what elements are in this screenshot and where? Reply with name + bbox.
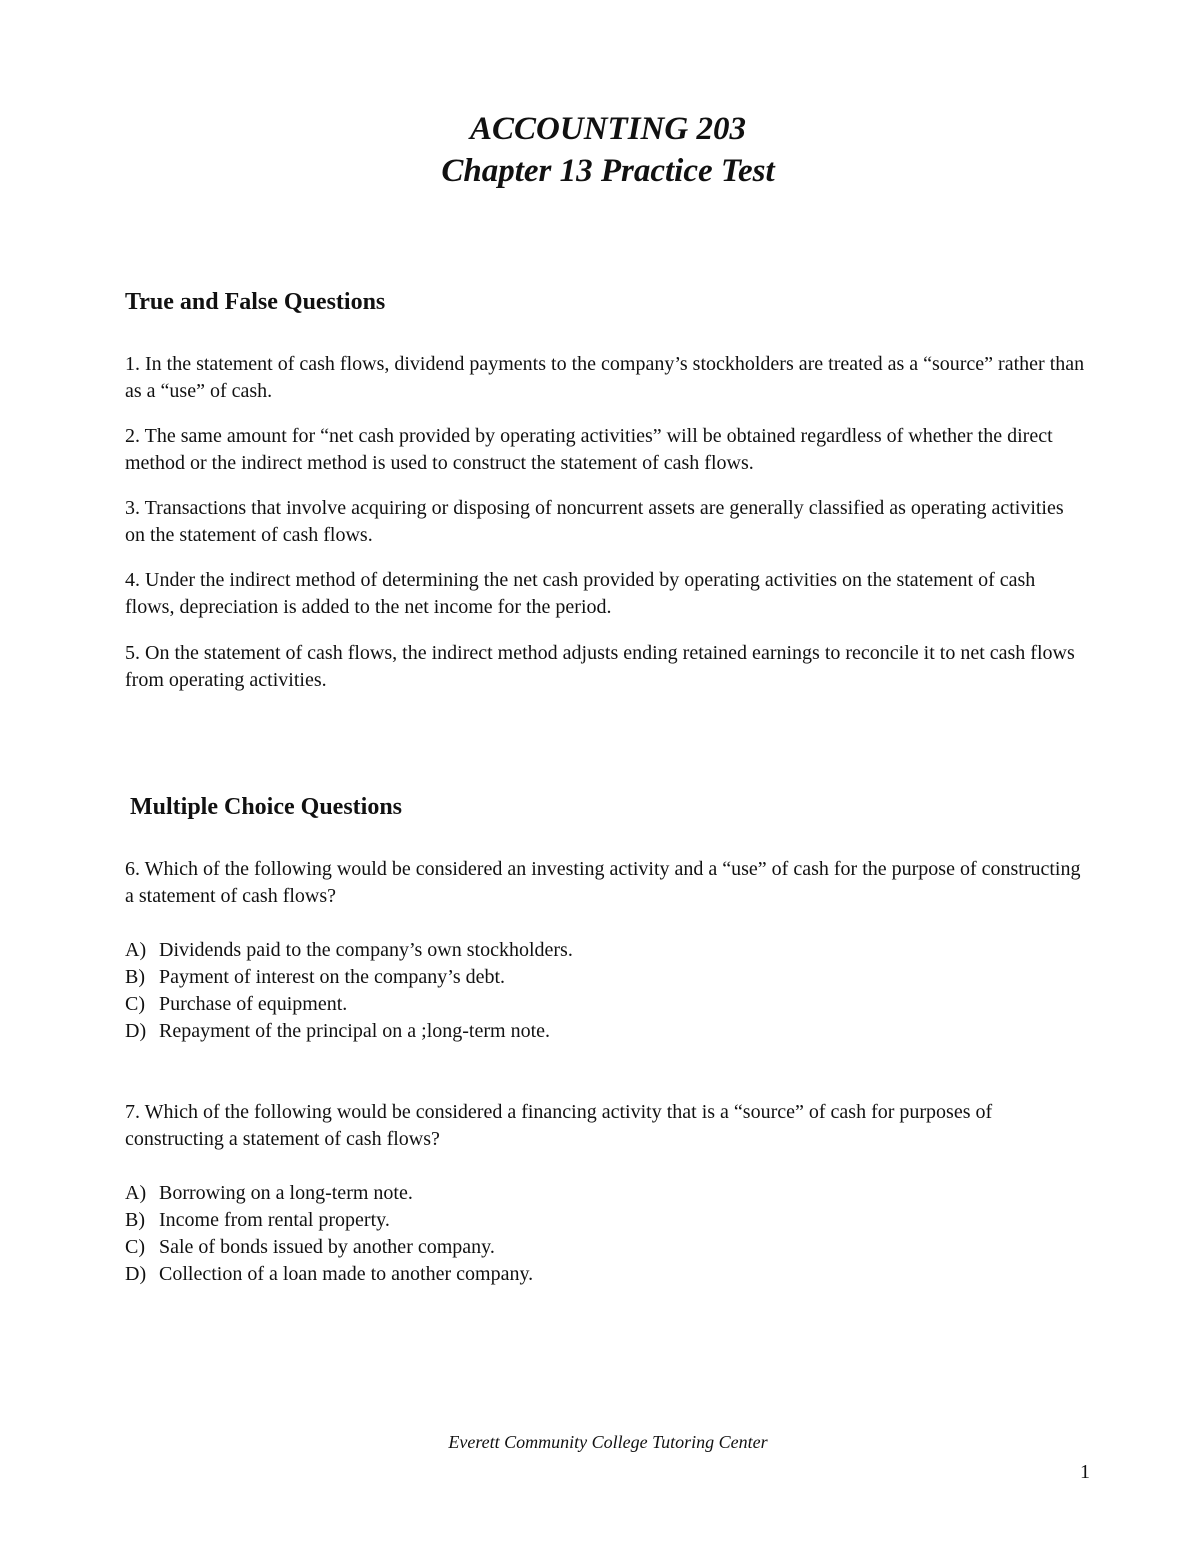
option-letter: D) bbox=[125, 1020, 147, 1042]
tf-question-2: 2. The same amount for “net cash provided by operating activities” will be obtained regardless of whether the direct method or the indirect method is used to construct the statement of cash flows. bbox=[125, 425, 1053, 474]
tf-question-5: 5. On the statement of cash flows, the indirect method adjusts ending retained earnings to reconcile it to net cash flows from operating activities. bbox=[125, 642, 1075, 691]
option-text: Purchase of equipment. bbox=[159, 993, 348, 1015]
option-item bbox=[125, 1261, 1085, 1288]
option-item bbox=[125, 1207, 1085, 1234]
mc-question-7-options bbox=[125, 1180, 1085, 1288]
true-false-heading: True and False Questions bbox=[125, 289, 386, 315]
option-letter: C) bbox=[125, 993, 145, 1015]
option-text: Repayment of the principal on a ;long-term note. bbox=[159, 1020, 550, 1042]
option-item bbox=[125, 1018, 1085, 1045]
option-letter: A) bbox=[125, 1182, 147, 1204]
mc-question-7-stem: 7. Which of the following would be considered a financing activity that is a “source” of cash for purposes of constructing a statement of cash flows? bbox=[125, 1101, 993, 1150]
option-item bbox=[125, 991, 1085, 1018]
option-item bbox=[125, 937, 1085, 964]
option-letter: B) bbox=[125, 1209, 145, 1231]
option-text: Dividends paid to the company’s own stockholders. bbox=[159, 939, 573, 961]
option-item bbox=[125, 964, 1085, 991]
page-number: 1 bbox=[1080, 1461, 1090, 1483]
tf-question-4: 4. Under the indirect method of determining the net cash provided by operating activities on the statement of cash flows, depreciation is added to the net income for the period. bbox=[125, 569, 1036, 618]
option-letter: C) bbox=[125, 1236, 145, 1258]
option-text: Payment of interest on the company’s debt. bbox=[159, 966, 506, 988]
option-letter: D) bbox=[125, 1263, 147, 1285]
tf-question-1: 1. In the statement of cash flows, dividend payments to the company’s stockholders are treated as a “source” rather than as a “use” of cash. bbox=[125, 353, 1085, 402]
footer-text: Everett Community College Tutoring Center bbox=[448, 1432, 768, 1452]
document-title: ACCOUNTING 203 bbox=[470, 111, 746, 147]
option-letter: B) bbox=[125, 966, 145, 988]
option-text: Borrowing on a long-term note. bbox=[159, 1182, 413, 1204]
multiple-choice-heading: Multiple Choice Questions bbox=[130, 794, 403, 820]
mc-question-6-stem: 6. Which of the following would be considered an investing activity and a “use” of cash for the purpose of constructing a statement of cash flows? bbox=[125, 858, 1081, 907]
option-item bbox=[125, 1180, 1085, 1207]
tf-question-3: 3. Transactions that involve acquiring or disposing of noncurrent assets are generally classified as operating activities on the statement of cash flows. bbox=[125, 497, 1064, 546]
mc-question-6-options bbox=[125, 937, 1085, 1045]
option-text: Sale of bonds issued by another company. bbox=[159, 1236, 495, 1258]
title-block bbox=[0, 108, 1200, 192]
option-letter: A) bbox=[125, 939, 147, 961]
option-item bbox=[125, 1234, 1085, 1261]
document-subtitle: Chapter 13 Practice Test bbox=[441, 153, 775, 189]
option-text: Collection of a loan made to another company. bbox=[159, 1263, 534, 1285]
option-text: Income from rental property. bbox=[159, 1209, 390, 1231]
